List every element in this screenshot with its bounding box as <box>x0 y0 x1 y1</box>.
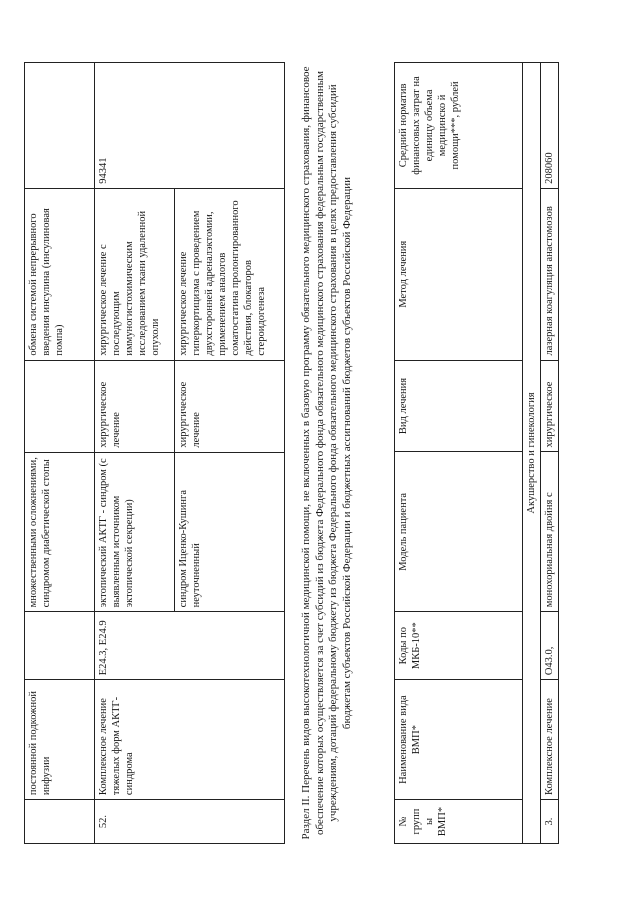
cell-method: лазерная коагуляция анастомозов <box>541 188 559 360</box>
cell-codes: O43.0, <box>541 612 559 680</box>
header-model: Модель пациента <box>395 452 523 612</box>
cell-num <box>25 800 95 844</box>
cell-kind: хирургическое лечение <box>95 360 175 452</box>
cell-norm: 208060 <box>541 63 559 189</box>
vmp-section-2-table <box>394 62 559 844</box>
table-row <box>25 63 95 844</box>
section-row <box>523 63 541 844</box>
section-title: Акушерство и гинекология <box>523 63 541 844</box>
header-name: Наименование вида ВМП* <box>395 680 523 800</box>
table-row <box>541 63 559 844</box>
cell-norm: 94341 <box>95 63 285 189</box>
cell-num: 3. <box>541 800 559 844</box>
cell-model: синдром Иценко-Кушинга неуточненный <box>175 452 285 612</box>
cell-kind: хирургическое <box>541 360 559 452</box>
section-heading: Раздел II. Перечень видов высокотехнологичной медицинской помощи, не включенных в базовую программу обязательного медицинского страхования, финансовое обеспечение которых осуществляется за счет субсидий из бюджета Федерального фонда обязательного медицинского страхования федеральным государственным учреждениям, дотаций федеральному бюджету из бюджета Федерального фонда обязательного медицинского страхования в целях предоставления субсидий бюджетам субъектов Российской Федерации и бюджетных ассигнований бюджетов субъектов Российской Федерации <box>300 66 353 840</box>
cell-kind <box>25 360 95 452</box>
cell-kind: хирургическое лечение <box>175 360 285 452</box>
cell-num: 52. <box>95 800 285 844</box>
cell-method: обмена системой непрерывного введения инсулина (инсулиновая помпа) <box>25 188 95 360</box>
table-row <box>95 63 175 844</box>
cell-method: хирургическое лечение с последующим иммуногистохимическим исследованием ткани удаленной опухоли <box>95 188 175 360</box>
cell-method: хирургическое лечение гиперкортицизма с проведением двухсторонней адреналэктомии, применением аналогов соматостатина пролонгированного действия, блокаторов стероидогенеза <box>175 188 285 360</box>
cell-name: Комплексное лечение тяжелых форм АКТГ-синдрома <box>95 680 285 800</box>
header-method: Метод лечения <box>395 188 523 360</box>
cell-model: эктопический АКТГ - синдром (с выявленным источником эктопической секреции) <box>95 452 175 612</box>
cell-codes <box>25 612 95 680</box>
procedures-table-continued <box>24 62 285 844</box>
header-norm: Средний норматив финансовых затрат на единицу объема медицинско й помощи***, рублей <box>395 63 523 189</box>
cell-name: постоянной подкожной инфузии <box>25 680 95 800</box>
table-header-row <box>395 63 523 844</box>
cell-name: Комплексное лечение <box>541 680 559 800</box>
cell-model: множественными осложнениями, синдромом диабетической стопы <box>25 452 95 612</box>
header-num: № групп ы ВМП* <box>395 800 523 844</box>
cell-codes: E24.3, E24.9 <box>95 612 285 680</box>
header-codes: Коды по МКБ-10** <box>395 612 523 680</box>
header-kind: Вид лечения <box>395 360 523 452</box>
cell-model: монохориальная двойня с <box>541 452 559 612</box>
cell-norm <box>25 63 95 189</box>
